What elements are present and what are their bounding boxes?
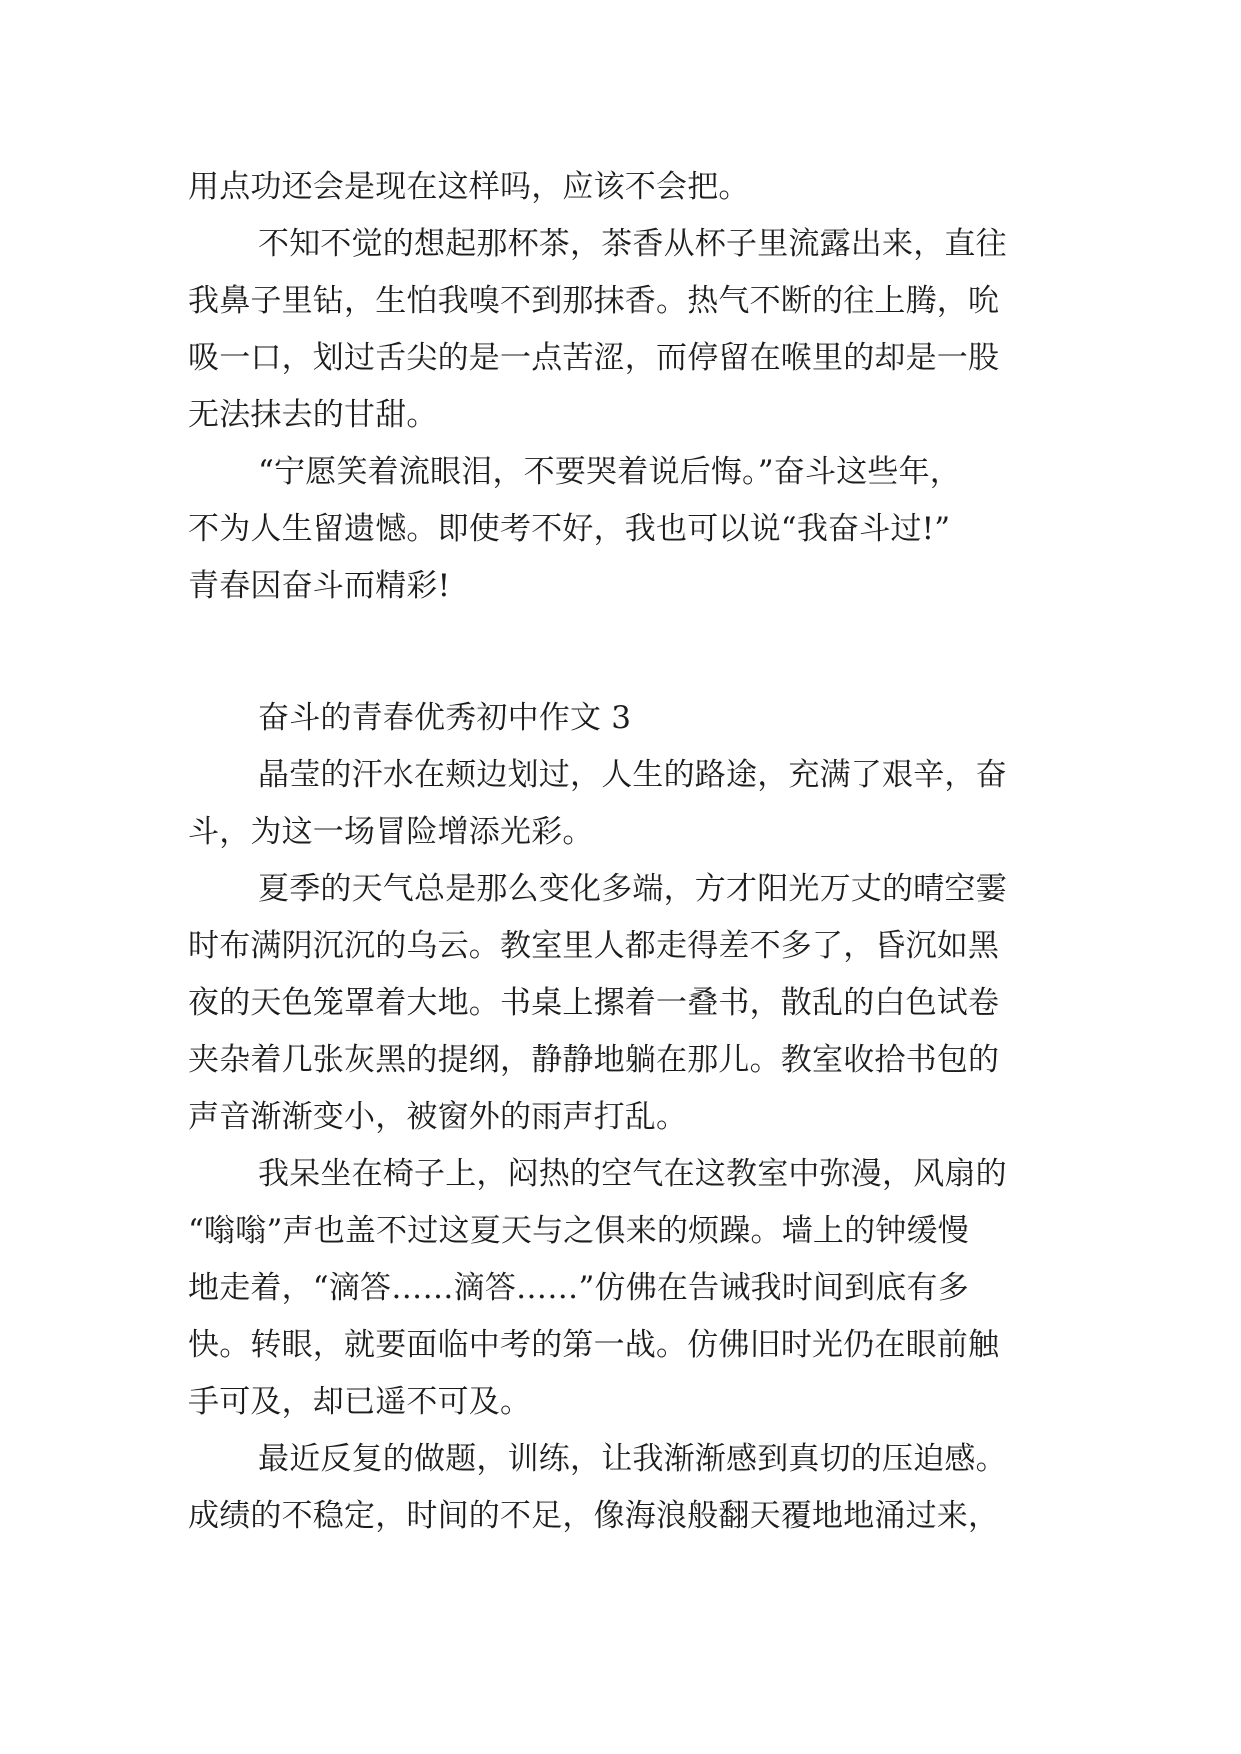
text-line: 用点功还会是现在这样吗，应该不会把。 xyxy=(188,169,750,205)
text-line: 地走着，“滴答……滴答……”仿佛在告诫我时间到底有多 xyxy=(188,1270,969,1306)
text-line: 吸一口，划过舌尖的是一点苦涩，而停留在喉里的却是一股 xyxy=(188,340,1000,376)
text-line: 我鼻子里钻，生怕我嗅不到那抹香。热气不断的往上腾，吮 xyxy=(188,283,1000,319)
text-line: 无法抹去的甘甜。 xyxy=(188,397,438,433)
text-line: 夜的天色笼罩着大地。书桌上摞着一叠书，散乱的白色试卷 xyxy=(188,985,1000,1021)
text-line: 成绩的不稳定，时间的不足，像海浪般翻天覆地地涌过来， xyxy=(188,1498,1000,1534)
text-line: 夹杂着几张灰黑的提纲，静静地躺在那儿。教室收拾书包的 xyxy=(188,1042,1000,1078)
paragraph-start: 夏季的天气总是那么变化多端，方才阳光万丈的晴空霎 xyxy=(258,871,1007,907)
paragraph-start: 晶莹的汗水在颊边划过，人生的路途，充满了艰辛，奋 xyxy=(258,757,1007,793)
text-line: 声音渐渐变小，被窗外的雨声打乱。 xyxy=(188,1099,688,1135)
paragraph-start: 我呆坐在椅子上，闷热的空气在这教室中弥漫，风扇的 xyxy=(258,1156,1007,1192)
text-line: “嗡嗡”声也盖不过这夏天与之俱来的烦躁。墙上的钟缓慢 xyxy=(188,1213,969,1249)
text-line: 手可及，却已遥不可及。 xyxy=(188,1384,532,1420)
paragraph-start: 最近反复的做题，训练，让我渐渐感到真切的压迫感。 xyxy=(258,1441,1007,1477)
text-line: 快。转眼，就要面临中考的第一战。仿佛旧时光仍在眼前触 xyxy=(188,1327,1000,1363)
text-line: 时布满阴沉沉的乌云。教室里人都走得差不多了，昏沉如黑 xyxy=(188,928,1000,964)
paragraph-start: “宁愿笑着流眼泪，不要哭着说后悔。”奋斗这些年， xyxy=(258,454,961,490)
text-line: 不为人生留遗憾。即使考不好，我也可以说“我奋斗过!” xyxy=(188,511,951,547)
paragraph-start: 不知不觉的想起那杯茶，茶香从杯子里流露出来，直往 xyxy=(258,226,1007,262)
text-line: 青春因奋斗而精彩! xyxy=(188,568,451,604)
text-line: 斗，为这一场冒险增添光彩。 xyxy=(188,814,594,850)
section-heading: 奋斗的青春优秀初中作文 3 xyxy=(258,700,632,736)
